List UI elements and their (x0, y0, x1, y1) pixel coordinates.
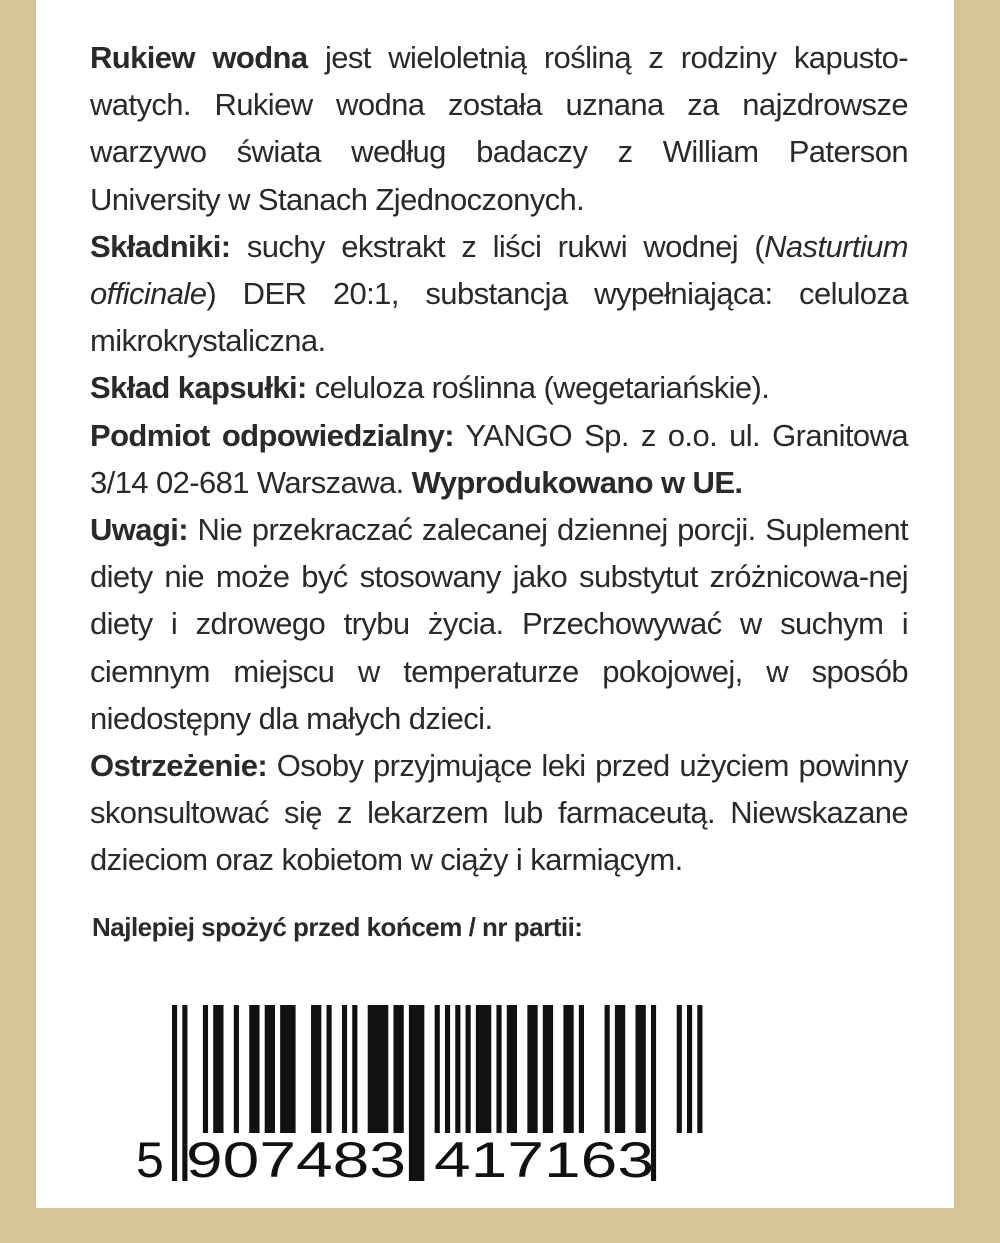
capsule-paragraph (90, 364, 908, 411)
barcode-guard-bar (409, 1005, 424, 1181)
warning-paragraph (90, 742, 908, 884)
barcode-bar (466, 1005, 471, 1133)
barcode-bar (311, 1005, 321, 1133)
barcode-bar (605, 1005, 610, 1133)
barcode-bar (455, 1005, 460, 1133)
barcode-guard-bar (172, 1005, 177, 1181)
barcode-bar (677, 1005, 682, 1133)
made-in-eu: Wyprodukowano w UE. (411, 464, 743, 500)
capsule-heading: Skład kapsułki: (90, 370, 307, 406)
barcode-bar (280, 1005, 295, 1133)
barcode-bar (445, 1005, 450, 1133)
warning-text: Osoby przyjmujące leki przed użyciem powinny skonsultować się z lekarzem lub farmaceutą. Niewskazane dzieciom oraz kobietom w ciąży i karmiącym. (90, 748, 908, 878)
barcode-bar (579, 1005, 584, 1133)
barcode-bar (342, 1005, 347, 1133)
responsible-text: YANGO Sp. z o.o. ul. Granitowa 3/14 02-681 Warszawa. (90, 417, 908, 500)
barcode-bar (265, 1005, 275, 1133)
barcode-bar (543, 1005, 553, 1133)
capsule-text: celuloza roślinna (wegetariańskie). (306, 370, 770, 406)
barcode-bar (527, 1005, 537, 1133)
barcode-right-group: 417163 (434, 1132, 654, 1185)
ingredients-heading: Składniki: (90, 228, 231, 264)
barcode-bar (352, 1005, 357, 1133)
notes-heading: Uwagi: (90, 512, 189, 548)
barcode-bar (213, 1005, 223, 1133)
barcode-bar (476, 1005, 491, 1133)
label-panel (36, 0, 954, 1208)
barcode-bar (249, 1005, 259, 1133)
barcode-graphic (122, 1005, 712, 1185)
barcode-bar (234, 1005, 239, 1133)
barcode-bar (496, 1005, 501, 1133)
barcode-bar (563, 1005, 573, 1133)
barcode-bar (697, 1005, 702, 1133)
barcode-bar (507, 1005, 517, 1133)
label-text (90, 34, 908, 884)
product-name: Rukiew wodna (90, 40, 308, 75)
latin-name: Nasturtium officinale (90, 228, 908, 312)
barcode-bar (687, 1005, 692, 1133)
responsible-entity-paragraph (90, 412, 908, 506)
barcode-left-group: 907483 (186, 1132, 406, 1185)
description-paragraph (90, 34, 908, 223)
notes-paragraph (90, 506, 908, 742)
responsible-heading: Podmiot odpowiedzialny: (90, 417, 454, 453)
ingredients-text-a: suchy ekstrakt z liści rukwi wodnej ( (230, 228, 765, 264)
barcode-bar (203, 1005, 208, 1133)
barcode-bar (393, 1005, 403, 1133)
barcode-bar (368, 1005, 389, 1133)
barcode-bar (615, 1005, 625, 1133)
description-text: jest wieloletnią rośliną z rodziny kapusto-watych. Rukiew wodna została uznana za najzdrowsze warzywo świata według badaczy z William Paterson University w Stanach Zjednoczonych. (90, 40, 908, 217)
barcode-bar (435, 1005, 440, 1133)
barcode (122, 1005, 712, 1185)
best-before-label: Najlepiej spożyć przed końcem / nr partii: (92, 912, 583, 942)
barcode-bar (327, 1005, 332, 1133)
barcode-bar (636, 1005, 646, 1133)
warning-heading: Ostrzeżenie: (90, 748, 268, 784)
ingredients-paragraph (90, 223, 908, 365)
ingredients-text-b: ) DER 20:1, substancja wypełniająca: celuloza mikrokrystaliczna. (90, 276, 908, 359)
notes-text: Nie przekraczać zalecanej dziennej porcji. Suplement diety nie może być stosowany jako substytut zróżnicowa-nej diety i zdrowego trybu życia. Przechowywać w suchym i ciemnym miejscu w temperaturze pokojowej, w sposób niedostępny dla małych dzieci. (90, 512, 908, 736)
barcode-first-digit: 5 (136, 1132, 164, 1185)
